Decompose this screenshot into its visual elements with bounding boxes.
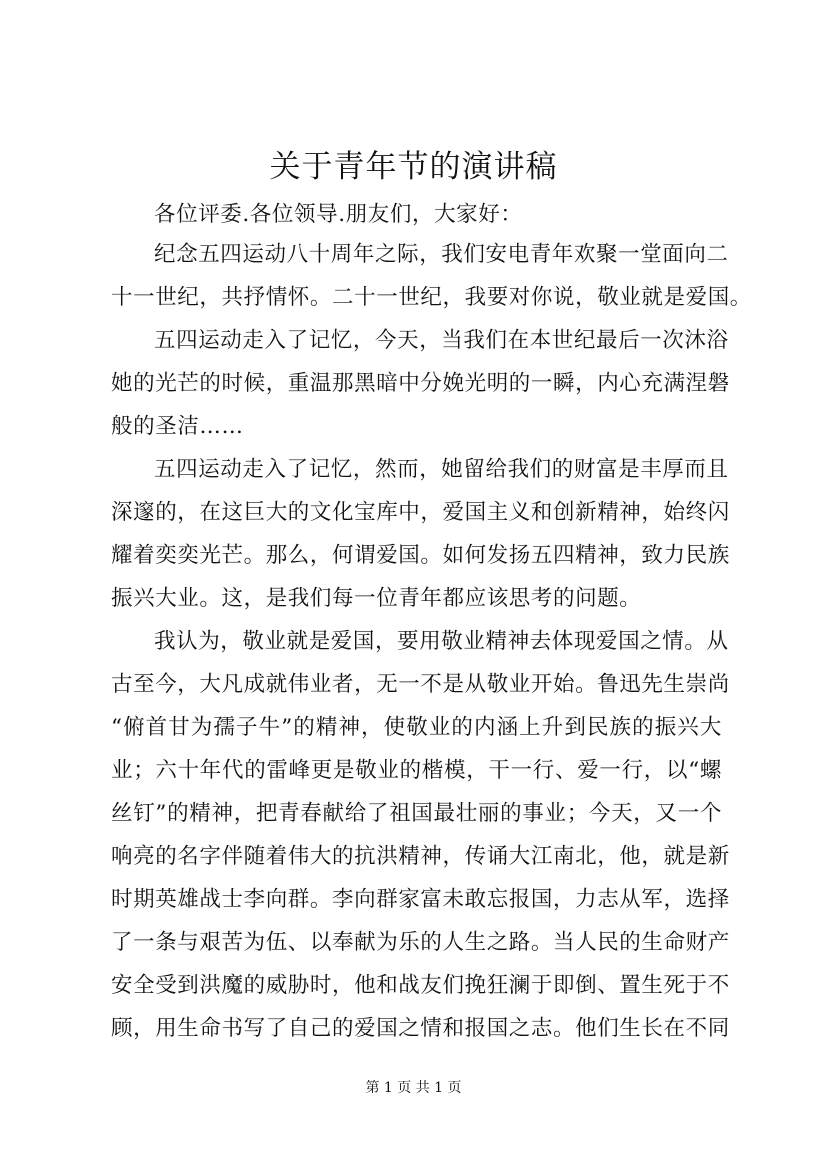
salutation-line: 各位评委.各位领导.朋友们，大家好： [154,202,523,227]
body-line: 她的光芒的时候，重温那黑暗中分娩光明的一瞬，内心充满涅磐 [111,371,730,396]
body-line: 五四运动走入了记忆，今天，当我们在本世纪最后一次沐浴 [154,328,729,353]
body-line: 响亮的名字伴随着伟大的抗洪精神，传诵大江南北，他，就是新 [111,844,730,869]
body-line: 深邃的，在这巨大的文化宝库中，爱国主义和创新精神，始终闪 [111,500,730,525]
body-line: 振兴大业。这，是我们每一位青年都应该思考的问题。 [111,586,642,611]
body-line: 耀着奕奕光芒。那么，何谓爱国。如何发扬五四精神，致力民族 [111,543,730,568]
body-line: 古至今，大凡成就伟业者，无一不是从敬业开始。鲁迅先生崇尚 [111,672,730,697]
page-number-footer: 第 1 页 共 1 页 [365,1080,462,1096]
body-line: 我认为，敬业就是爱国，要用敬业精神去体现爱国之情。从 [154,629,729,654]
body-line: 般的圣洁…… [111,414,244,439]
body-line: 五四运动走入了记忆，然而，她留给我们的财富是丰厚而且 [154,457,729,482]
body-line: 顾，用生命书写了自己的爱国之情和报国之志。他们生长在不同 [111,1016,730,1041]
body-line: 丝钉”的精神，把青春献给了祖国最壮丽的事业；今天，又一个 [111,801,722,826]
body-line: 时期英雄战士李向群。李向群家富未敢忘报国，力志从军，选择 [111,887,730,912]
body-line: 安全受到洪魔的威胁时，他和战友们挽狂澜于即倒、置生死于不 [111,973,730,998]
body-line: “俯首甘为孺子牛”的精神，使敬业的内涵上升到民族的振兴大 [111,715,722,740]
body-line: 十一世纪，共抒情怀。二十一世纪，我要对你说，敬业就是爱国。 [111,285,752,310]
body-line: 业；六十年代的雷峰更是敬业的楷模，干一行、爱一行，以“螺 [111,758,722,783]
body-line: 了一条与艰苦为伍、以奉献为乐的人生之路。当人民的生命财产 [111,930,730,955]
body-line: 纪念五四运动八十周年之际，我们安电青年欢聚一堂面向二 [154,242,729,267]
document-title: 关于青年节的演讲稿 [269,149,558,185]
